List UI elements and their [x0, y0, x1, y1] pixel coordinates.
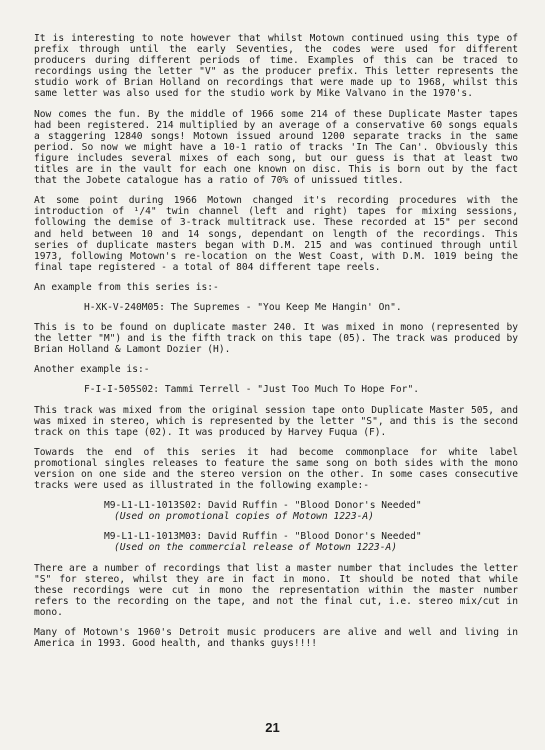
paragraph-first-explanation: This is to be found on duplicate master 240. It was mixed in mono (represented by the letter "M") and is the fifth track on this tape (05). The track was produced by Brian Holland & Lamont Dozier (H). — [34, 322, 518, 356]
page-number: 21 — [265, 720, 280, 735]
example-pair-1-note: (Used on promotional copies of Motown 1223-A) — [114, 511, 374, 523]
paragraph-stereo-mono: There are a number of recordings that list a master number that includes the letter "S" for stereo, whilst they are in fact in mono. It should be noted that while these recordings were cut in mono the representation within the master number refers to the recording on the tape, and not the final cut, i.e. stereo mix/cut in mono. — [34, 562, 518, 618]
example-pair-2 — [34, 531, 518, 553]
paragraph-second-explanation: This track was mixed from the original session tape onto Duplicate Master 505, and was mixed in stereo, which is represented by the letter "S", and this is the second track on this tape (02). It was produced by Harvey Fuqua (F). — [34, 404, 518, 438]
paragraph-closing: Many of Motown's 1960's Detroit music producers are alive and well and living in America in 1993. Good health, and thanks guys!!!! — [34, 627, 518, 650]
paragraph-example-intro: An example from this series is:- — [34, 281, 219, 293]
example-second: F-I-I-505S02: Tammi Terrell - "Just Too Much To Hope For". — [84, 384, 420, 396]
paragraph-fun: Now comes the fun. By the middle of 1966 some 214 of these Duplicate Master tapes had been registered. 214 multiplied by an average of a conservative 60 songs equals a staggering 12840 songs! Motown issued around 1200 separate tracks in the same period. So now we might have a 10-1 ratio of tracks 'In The Can'. Obviously this figure includes several mixes of each song, but our guess is that at least two titles are in the vault for each one known on disc. This is born out by the fact that the Jobete catalogue has a ratio of 70% of unissued titles. — [34, 108, 518, 187]
example-first: H-XK-V-240M05: The Supremes - "You Keep Me Hangin' On". — [84, 301, 402, 313]
paragraph-promotional-singles: Towards the end of this series it had become commonplace for white label promotional singles releases to feature the same song on both sides with the mono version on one side and the stereo version on the other. In some cases consecutive tracks were used as illustrated in the following example:- — [34, 446, 518, 492]
example-pair-1-line: M9-L1-L1-1013S02: David Ruffin - "Blood Donor's Needed" — [104, 500, 422, 512]
paragraph-recording-procedures: At some point during 1966 Motown changed it's recording procedures with the introduction of ¹/4" twin channel (left and right) tapes for mixing sessions, following the demise of 3-track multitrack use. These recorded at 15" per second and held between 10 and 14 songs, dependant on length of the recordings. This series of duplicate masters began with D.M. 215 and was continued through until 1973, following Motown's re-location on the West Coast, with D.M. 1019 being the final tape registered - a total of 804 different tape reels. — [34, 195, 518, 273]
paragraph-another-example: Another example is:- — [34, 364, 150, 376]
example-pair-2-note: (Used on the commercial release of Motown 1223-A) — [114, 542, 398, 554]
example-pair-2-line: M9-L1-L1-1013M03: David Ruffin - "Blood Donor's Needed" — [104, 531, 422, 543]
article-body — [34, 33, 518, 658]
paragraph-prefix-codes: It is interesting to note however that whilst Motown continued using this type of prefix through until the early Seventies, the codes were used for different producers during different periods of time. Examples of this can be traced to recordings using the letter "V" as the producer prefix. This letter represents the studio work of Brian Holland on recordings that were made up to 1968, whilst this same letter was also used for the studio work by Mike Valvano in the 1970's. — [34, 33, 518, 100]
example-pair-1 — [34, 500, 518, 522]
